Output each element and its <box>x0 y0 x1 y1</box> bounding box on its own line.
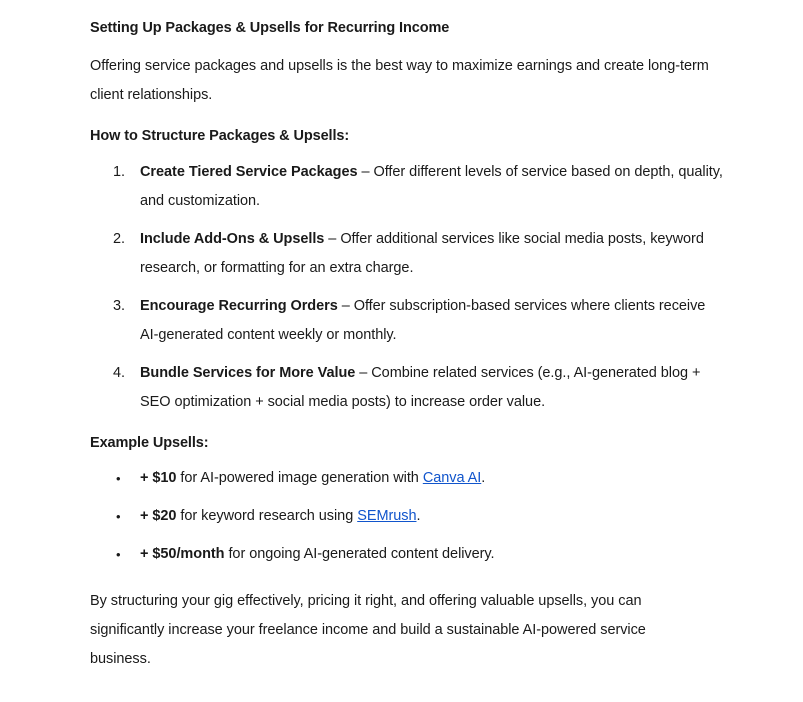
examples-heading: Example Upsells: <box>90 434 209 451</box>
list-item-term: Include Add-Ons & Upsells <box>140 230 325 247</box>
list-item-dash: – <box>355 364 372 381</box>
list-item <box>90 292 723 350</box>
bullet-list <box>90 464 723 569</box>
list-item <box>90 540 723 569</box>
upsell-amount: + $10 <box>140 470 177 487</box>
list-item <box>90 502 723 531</box>
list-item-description: Offer subscription-based services where clients receive AI-generated content weekly or monthly. <box>140 297 706 343</box>
canva-ai-link[interactable]: Canva AI <box>422 470 482 487</box>
list-item <box>90 225 723 283</box>
upsell-text: for keyword research using <box>176 508 358 525</box>
intro-paragraph: Offering service packages and upsells is the best way to maximize earnings and create long-term client relationships. <box>90 57 709 103</box>
closing-paragraph: By structuring your gig effectively, pricing it right, and offering valuable upsells, you can significantly increase your freelance income and build a sustainable AI-powered service business. <box>90 593 646 668</box>
bullet-icon <box>116 464 121 494</box>
numbered-list <box>90 158 723 417</box>
list-item-description: Offer different levels of service based on depth, quality, and customization. <box>140 163 723 209</box>
list-item-term: Create Tiered Service Packages <box>140 163 358 180</box>
list-marker: 1. <box>113 163 125 180</box>
page-title: Setting Up Packages & Upsells for Recurring Income <box>90 20 450 36</box>
bullet-icon <box>116 502 121 532</box>
upsell-text-after: . <box>416 508 421 525</box>
bullet-icon <box>116 540 121 570</box>
upsell-text-after: . <box>481 470 486 487</box>
list-marker: 3. <box>113 297 125 314</box>
list-item-description: Offer additional services like social media posts, keyword research, or formatting for an extra charge. <box>140 230 704 276</box>
structure-heading: How to Structure Packages & Upsells: <box>90 127 350 144</box>
list-item-term: Encourage Recurring Orders <box>140 297 338 314</box>
list-item-dash: – <box>324 230 341 247</box>
list-item <box>90 464 723 493</box>
list-item-dash: – <box>357 163 374 180</box>
upsell-amount: + $20 <box>140 508 177 525</box>
upsell-text: for AI-powered image generation with <box>176 470 423 487</box>
list-item <box>90 158 723 216</box>
semrush-link[interactable]: SEMrush <box>357 508 417 525</box>
list-item-term: Bundle Services for More Value <box>140 364 356 381</box>
upsell-amount: + $50/month <box>140 546 225 563</box>
list-marker: 2. <box>113 230 125 247</box>
upsell-text: for ongoing AI-generated content delivery. <box>224 546 495 563</box>
list-item-dash: – <box>337 297 354 314</box>
list-item-description: Combine related services (e.g., AI-generated blog + SEO optimization + social media posts) to increase order value. <box>140 364 701 410</box>
list-item <box>90 359 723 417</box>
list-marker: 4. <box>113 364 125 381</box>
